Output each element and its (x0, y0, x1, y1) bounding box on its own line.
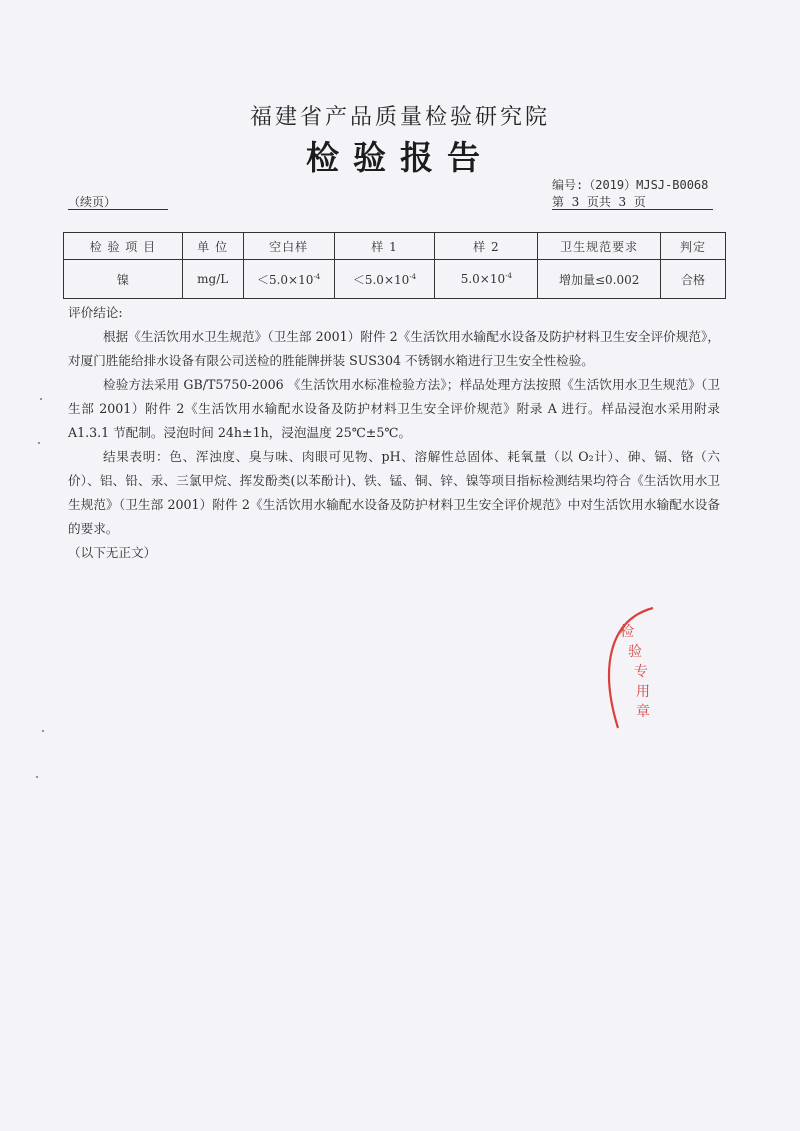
continuation-row (68, 193, 713, 210)
scan-speck (36, 776, 38, 778)
header-cell-sample2: 样 2 (435, 233, 538, 260)
table-row (64, 260, 726, 299)
scan-speck (38, 442, 40, 444)
table-header-row (64, 233, 726, 260)
header-cell-verdict: 判定 (661, 233, 726, 260)
cell-unit: mg/L (182, 260, 243, 299)
continuation-label: （续页） (68, 195, 117, 209)
svg-text:验: 验 (628, 644, 642, 660)
cell-verdict: 合格 (661, 260, 726, 299)
scan-speck (40, 398, 42, 400)
sample2-exponent: -4 (505, 272, 512, 280)
header-cell-item: 检 验 项 目 (64, 233, 183, 260)
sample2-value: 5.0×10 (460, 272, 506, 286)
cell-sample2 (435, 260, 538, 299)
evaluation-paragraph-method: 检验方法采用 GB/T5750-2006 《生活饮用水标准检验方法》；样品处理方法按照《生活饮用水卫生规范》（卫生部 2001）附件 2《生活饮用水输配水设备及防护材料卫生安全评价规范》附录 A 进行。样品浸泡水采用附录 A1.3.1 节配制。浸泡时间 24h±1h，浸泡温度 25℃±5℃。 (68, 377, 720, 440)
scan-speck (42, 730, 44, 732)
header-cell-unit: 单 位 (182, 233, 243, 260)
svg-text:用: 用 (636, 684, 650, 700)
svg-text:检: 检 (620, 624, 634, 640)
sample1-value: ＜5.0×10 (352, 272, 410, 287)
report-number: 编号:（2019）MJSJ-B0068 (552, 178, 709, 192)
cell-requirement: 增加量≤0.002 (538, 260, 661, 299)
end-of-text-note: （以下无正文） (68, 545, 157, 560)
header-cell-blank: 空白样 (243, 233, 334, 260)
seal-stamp (598, 600, 668, 740)
evaluation-paragraph-basis: 根据《生活饮用水卫生规范》（卫生部 2001）附件 2《生活饮用水输配水设备及防护材料卫生安全评价规范》，对厦门胜能给排水设备有限公司送检的胜能牌拼装 SUS304 不锈钢水箱进行卫生安全性检验。 (68, 329, 720, 368)
header-cell-requirement: 卫生规范要求 (538, 233, 661, 260)
evaluation-paragraph-results: 结果表明：色、浑浊度、臭与味、肉眼可见物、pH、溶解性总固体、耗氧量（以 O₂计）、砷、镉、铬（六价）、铝、铅、汞、三氯甲烷、挥发酚类(以苯酚计)、铁、锰、铜、锌、镍等项目指标检测结果均符合《生活饮用水卫生规范》（卫生部 2001）附件 2《生活饮用水输配水设备及防护材料卫生安全评价规范》中对生活饮用水输配水设备的要求。 (68, 449, 720, 536)
institute-name: 福建省产品质量检验研究院 (249, 105, 550, 130)
cell-sample1 (334, 260, 435, 299)
sample1-exponent: -4 (409, 272, 417, 281)
blank-exponent: -4 (313, 272, 321, 281)
blank-value: ＜5.0×10 (256, 272, 314, 287)
cell-blank (243, 260, 334, 299)
continuation-underline (68, 209, 168, 210)
evaluation-section (68, 301, 720, 565)
svg-text:章: 章 (636, 704, 650, 720)
header-cell-sample1: 样 1 (334, 233, 435, 260)
report-title: 检验报告 (306, 138, 494, 177)
evaluation-label: 评价结论: (68, 305, 123, 320)
cell-item: 镍 (64, 260, 183, 299)
page-info: 第 3 页共 3 页 (552, 195, 646, 209)
results-table (63, 232, 726, 299)
svg-text:专: 专 (634, 664, 648, 680)
page-info-underline (552, 209, 713, 210)
